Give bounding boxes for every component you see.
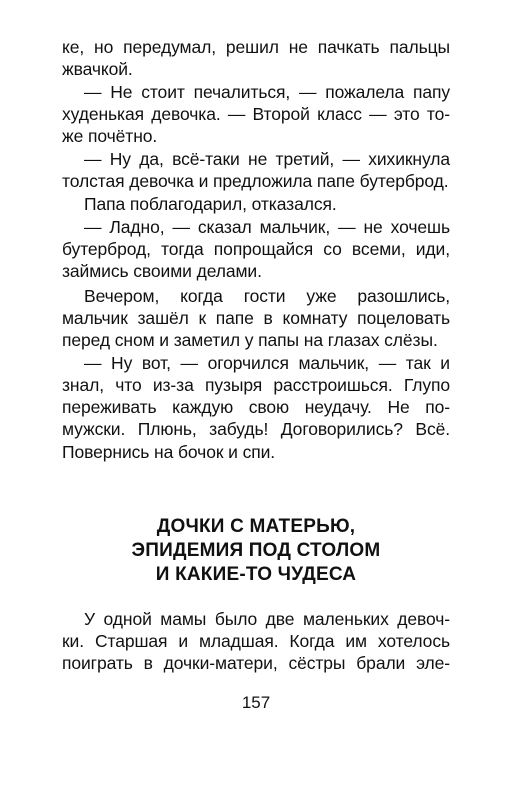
text-line: худенькая девочка. — Второй класс — это то- bbox=[62, 104, 450, 124]
text-line: Вечером, когда гости уже разошлись, bbox=[84, 286, 450, 306]
text-line: толстая девочка и предложила папе бутерброд. bbox=[62, 171, 449, 191]
chapter-heading-line: ЭПИДЕМИЯ ПОД СТОЛОМ bbox=[131, 540, 381, 561]
text-line: жвачкой. bbox=[62, 59, 133, 79]
text-line: ки. Старшая и младшая. Когда им хотелось bbox=[62, 631, 450, 651]
text-line: знал, что из-за пузыря расстроишься. Глупо bbox=[62, 375, 450, 395]
text-line: — Не стоит печалиться, — пожалела папу bbox=[84, 82, 450, 102]
text-line: У одной мамы было две маленьких девоч- bbox=[84, 609, 450, 629]
text-line: Папа поблагодарил, отказался. bbox=[84, 194, 337, 214]
text-line: поиграть в дочки-матери, сёстры брали эле- bbox=[62, 653, 450, 673]
text-line: — Ну да, всё-таки не третий, — хихикнула bbox=[84, 149, 450, 169]
text-line: мальчик зашёл к папе в комнату поцеловать bbox=[62, 308, 450, 328]
text-line: ке, но передумал, решил не пачкать пальцы bbox=[62, 37, 450, 57]
text-line: Повернись на бочок и спи. bbox=[62, 442, 276, 462]
text-line: займись своими делами. bbox=[62, 261, 262, 281]
text-line: бутерброд, тогда попрощайся со всеми, иди, bbox=[62, 239, 450, 259]
chapter-heading-line: ДОЧКИ С МАТЕРЬЮ, bbox=[156, 516, 356, 537]
text-line: же почётно. bbox=[62, 126, 158, 146]
text-line: мужски. Плюнь, забудь! Договорились? Всё. bbox=[62, 419, 450, 439]
text-line: — Ну вот, — огорчился мальчик, — так и bbox=[84, 353, 450, 373]
page-number: 157 bbox=[241, 693, 271, 712]
text-line: — Ладно, — сказал мальчик, — не хочешь bbox=[84, 217, 450, 237]
chapter-heading-line: И КАКИЕ-ТО ЧУДЕСА bbox=[155, 564, 357, 585]
text-line: перед сном и заметил у папы на глазах слёзы. bbox=[62, 330, 438, 350]
text-line: переживать каждую свою неудачу. Не по- bbox=[62, 397, 450, 417]
